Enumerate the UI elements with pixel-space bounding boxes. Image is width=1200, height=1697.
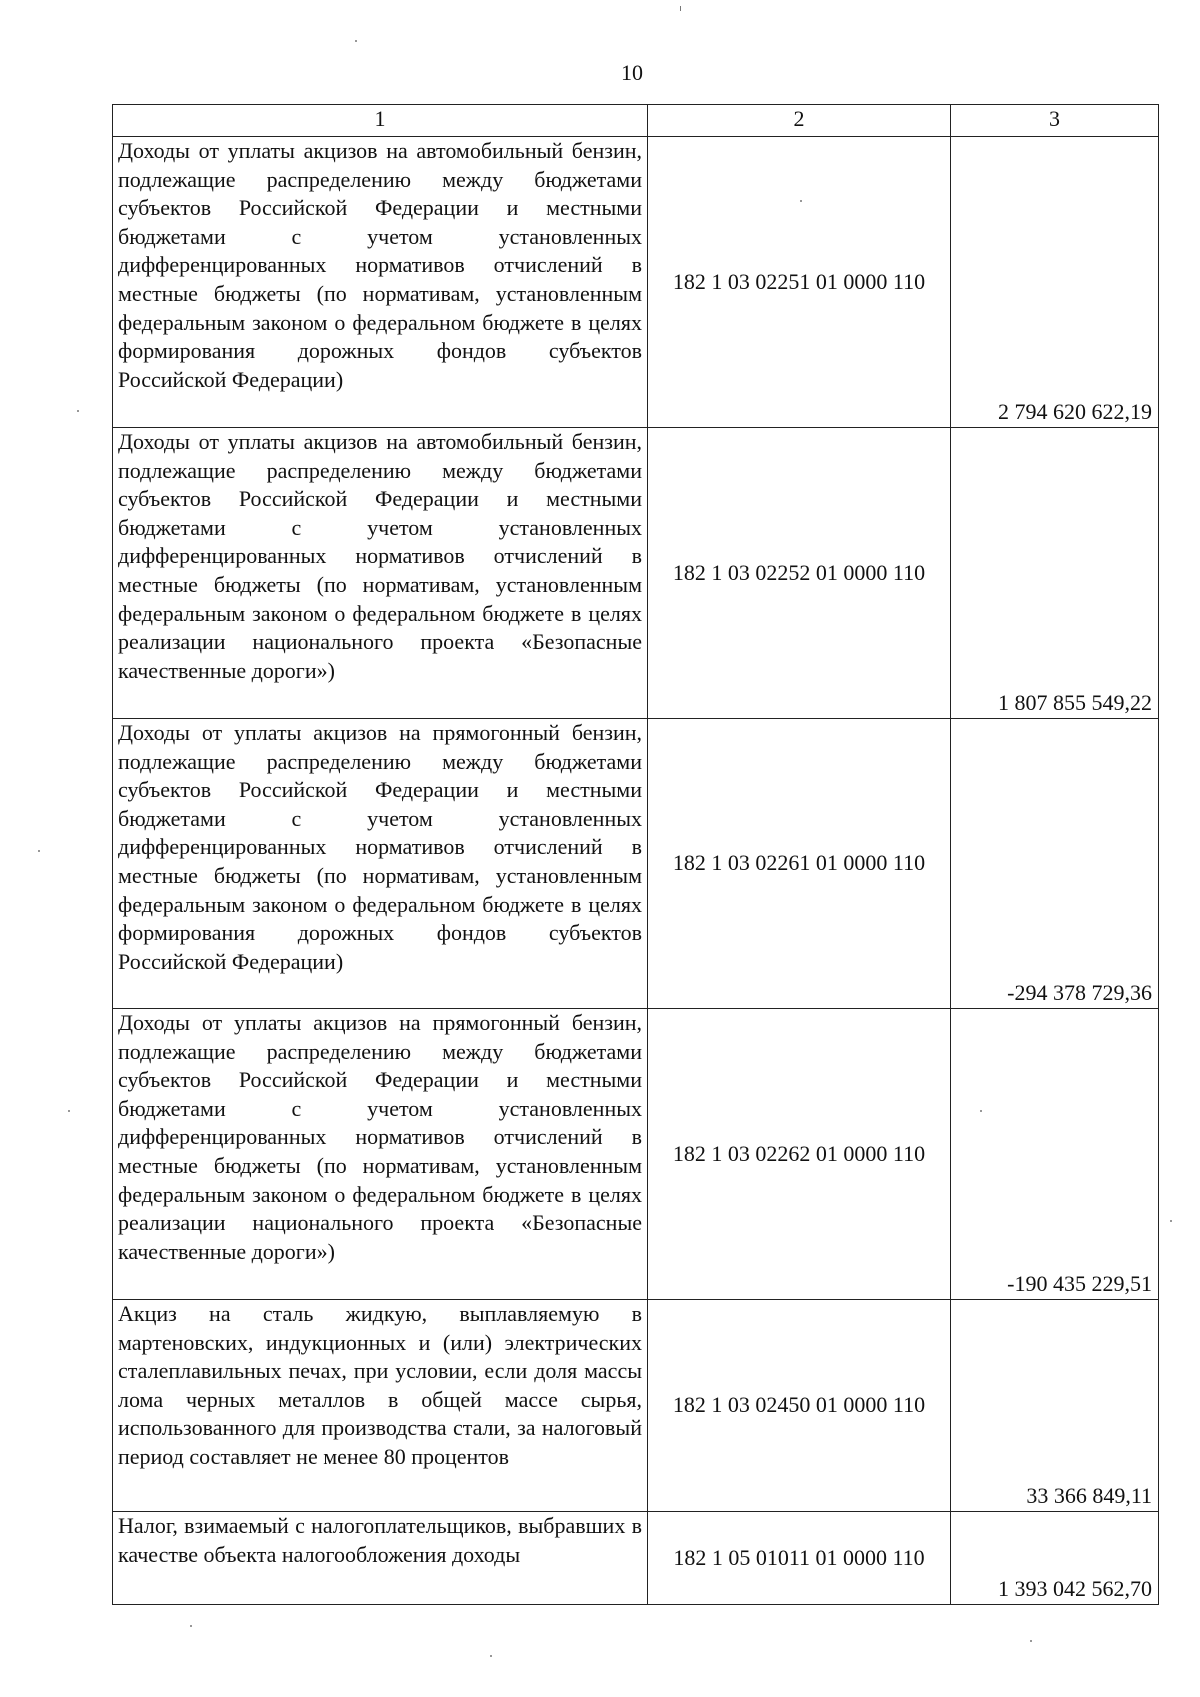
classification-code: 182 1 03 02252 01 0000 110: [648, 428, 951, 719]
revenue-amount: 2 794 620 622,19: [951, 137, 1159, 428]
table-row: [113, 428, 1159, 719]
revenue-amount: 33 366 849,11: [951, 1300, 1159, 1512]
revenue-description: Акциз на сталь жидкую, выплавляемую в мартеновских, индукционных и (или) электрических сталеплавильных печах, при условии, если доля массы лома черных металлов в общей массе сырья, использованного для производства стали, за налоговый период составляет не менее 80 процентов: [113, 1300, 648, 1512]
column-header-3: 3: [951, 105, 1159, 137]
revenue-description: Доходы от уплаты акцизов на автомобильный бензин, подлежащие распределению между бюджетами субъектов Российской Федерации и местными бюджетами с учетом установленных дифференцированных нормативов отчислений в местные бюджеты (по нормативам, установленным федеральным законом о федеральном бюджете в целях формирования дорожных фондов субъектов Российской Федерации): [113, 137, 648, 428]
table-row: [113, 719, 1159, 1009]
revenue-amount: 1 393 042 562,70: [951, 1512, 1159, 1605]
revenue-description: Доходы от уплаты акцизов на прямогонный бензин, подлежащие распределению между бюджетами субъектов Российской Федерации и местными бюджетами с учетом установленных дифференцированных нормативов отчислений в местные бюджеты (по нормативам, установленным федеральным законом о федеральном бюджете в целях формирования дорожных фондов субъектов Российской Федерации): [113, 719, 648, 1009]
table-row: [113, 1512, 1159, 1605]
classification-code: 182 1 03 02251 01 0000 110: [648, 137, 951, 428]
revenue-amount: -294 378 729,36: [951, 719, 1159, 1009]
revenue-amount: 1 807 855 549,22: [951, 428, 1159, 719]
classification-code: 182 1 03 02261 01 0000 110: [648, 719, 951, 1009]
revenue-description: Доходы от уплаты акцизов на автомобильный бензин, подлежащие распределению между бюджетами субъектов Российской Федерации и местными бюджетами с учетом установленных дифференцированных нормативов отчислений в местные бюджеты (по нормативам, установленным федеральным законом о федеральном бюджете в целях реализации национального проекта «Безопасные качественные дороги»): [113, 428, 648, 719]
column-header-2: 2: [648, 105, 951, 137]
table-row: [113, 1009, 1159, 1300]
revenue-table: [112, 104, 1159, 1605]
table-row: [113, 1300, 1159, 1512]
table-row: [113, 137, 1159, 428]
classification-code: 182 1 03 02262 01 0000 110: [648, 1009, 951, 1300]
table-header-row: [113, 105, 1159, 137]
classification-code: 182 1 05 01011 01 0000 110: [648, 1512, 951, 1605]
revenue-description: Доходы от уплаты акцизов на прямогонный бензин, подлежащие распределению между бюджетами субъектов Российской Федерации и местными бюджетами с учетом установленных дифференцированных нормативов отчислений в местные бюджеты (по нормативам, установленным федеральным законом о федеральном бюджете в целях реализации национального проекта «Безопасные качественные дороги»): [113, 1009, 648, 1300]
classification-code: 182 1 03 02450 01 0000 110: [648, 1300, 951, 1512]
column-header-1: 1: [113, 105, 648, 137]
revenue-description: Налог, взимаемый с налогоплательщиков, выбравших в качестве объекта налогообложения доходы: [113, 1512, 648, 1605]
page-number: 10: [621, 60, 643, 85]
revenue-amount: -190 435 229,51: [951, 1009, 1159, 1300]
